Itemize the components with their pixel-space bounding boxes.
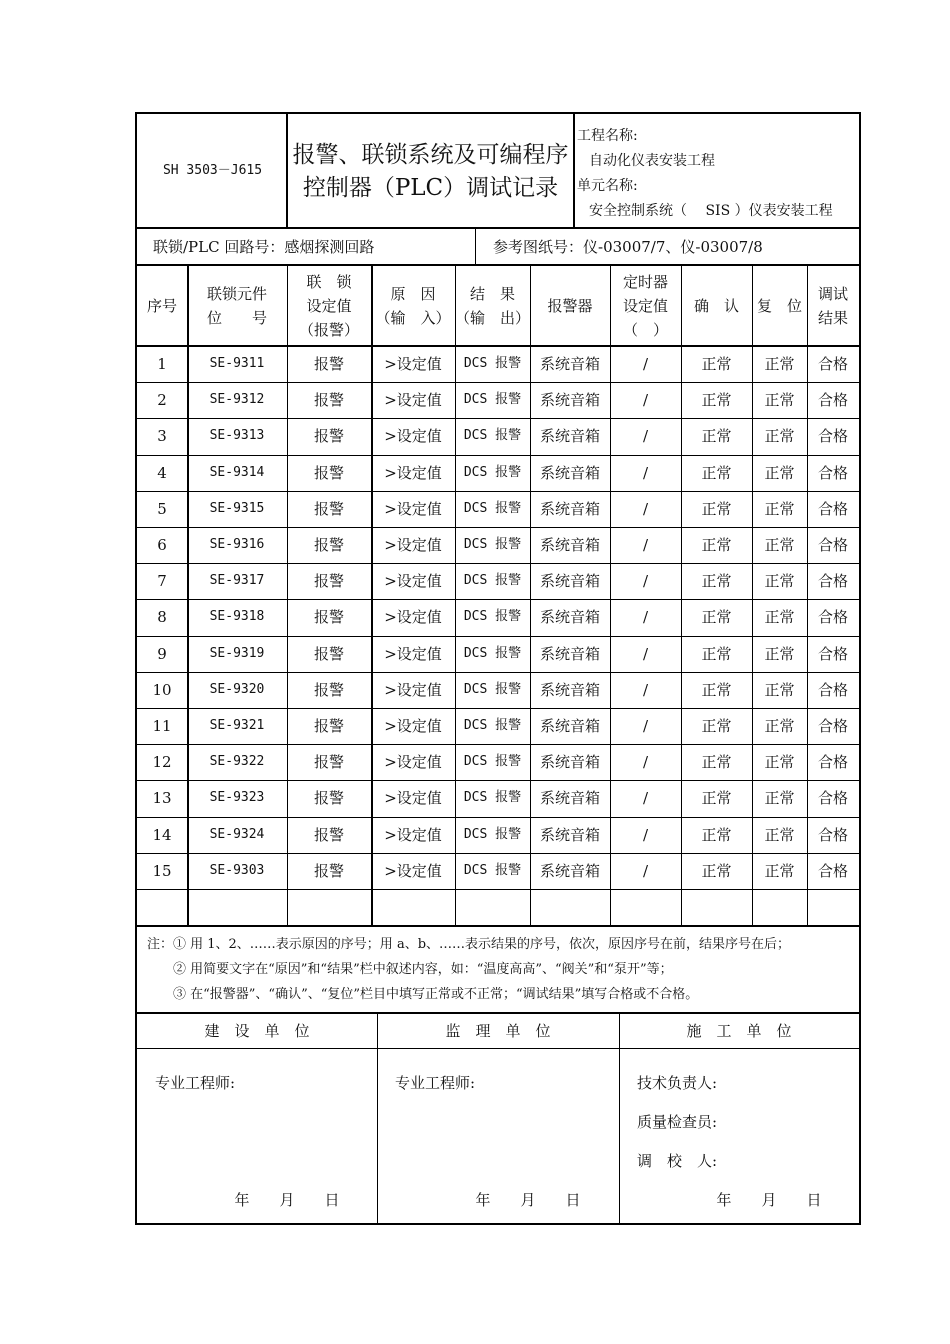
project-value: 自动化仪表安装工程 — [589, 153, 715, 169]
col-test: 调试 结果 — [817, 285, 848, 327]
row-result: DCS 报警 — [463, 609, 522, 625]
row-setting: 报警 — [313, 861, 344, 880]
row-reset: 正常 — [764, 391, 795, 410]
construction-engineer-label: 专业工程师: — [155, 1074, 236, 1092]
title-line-1: 报警、联锁系统及可编程序 — [292, 142, 569, 168]
row-test: 合格 — [817, 861, 848, 880]
row-tag: SE-9320 — [209, 681, 265, 697]
row-divider — [137, 925, 859, 927]
row-test: 合格 — [817, 608, 848, 627]
row-result: DCS 报警 — [463, 392, 522, 408]
row-tag: SE-9312 — [209, 392, 265, 408]
row-confirm: 正常 — [701, 536, 732, 555]
row-result: DCS 报警 — [463, 500, 522, 516]
divider — [475, 229, 476, 265]
row-seq: 6 — [157, 536, 167, 555]
row-tag: SE-9314 — [209, 464, 265, 480]
row-setting: 报警 — [313, 427, 344, 446]
row-tag: SE-9311 — [209, 356, 265, 372]
row-tag: SE-9303 — [209, 862, 265, 878]
row-cause: >设定值 — [384, 644, 442, 663]
row-timer: / — [642, 717, 649, 736]
col-timer: 定时器 设定值 （ ） — [622, 273, 668, 339]
row-alarm: 系统音箱 — [539, 463, 600, 482]
row-reset: 正常 — [764, 680, 795, 699]
row-tag: SE-9313 — [209, 428, 265, 444]
construction-date: 年 月 日 — [234, 1191, 340, 1209]
col-confirm: 确 认 — [693, 297, 739, 315]
row-seq: 1 — [157, 355, 167, 374]
row-cause: >设定值 — [384, 463, 442, 482]
row-test: 合格 — [817, 536, 848, 555]
row-cause: >设定值 — [384, 825, 442, 844]
row-result: DCS 报警 — [463, 681, 522, 697]
row-alarm: 系统音箱 — [539, 536, 600, 555]
row-result: DCS 报警 — [463, 645, 522, 661]
record-form — [135, 112, 861, 1225]
unit-label: 单元名称: — [577, 178, 638, 194]
row-result: DCS 报警 — [463, 718, 522, 734]
row-seq: 15 — [152, 861, 172, 880]
project-label: 工程名称: — [577, 128, 638, 144]
col-element: 联锁元件 位 号 — [206, 285, 267, 327]
row-setting: 报警 — [313, 355, 344, 374]
row-result: DCS 报警 — [463, 754, 522, 770]
row-confirm: 正常 — [701, 825, 732, 844]
row-timer: / — [642, 355, 649, 374]
row-seq: 14 — [152, 825, 172, 844]
row-timer: / — [642, 680, 649, 699]
row-alarm: 系统音箱 — [539, 789, 600, 808]
row-alarm: 系统音箱 — [539, 572, 600, 591]
row-seq: 3 — [157, 427, 167, 446]
row-setting: 报警 — [313, 789, 344, 808]
row-tag: SE-9324 — [209, 826, 265, 842]
row-reset: 正常 — [764, 355, 795, 374]
contractor-date: 年 月 日 — [716, 1191, 822, 1209]
row-confirm: 正常 — [701, 680, 732, 699]
row-seq: 12 — [152, 753, 172, 772]
row-alarm: 系统音箱 — [539, 391, 600, 410]
row-reset: 正常 — [764, 608, 795, 627]
col-setting: 联 锁 设定值 （报警） — [298, 273, 359, 339]
row-timer: / — [642, 427, 649, 446]
row-alarm: 系统音箱 — [539, 499, 600, 518]
form-title — [288, 122, 573, 222]
row-result: DCS 报警 — [463, 790, 522, 806]
note-line-2: ② 用简要文字在“原因”和“结果”栏中叙述内容，如：“温度高高”、“阀关”和“泵开”等； — [173, 962, 673, 977]
row-confirm: 正常 — [701, 499, 732, 518]
row-seq: 8 — [157, 608, 167, 627]
row-cause: >设定值 — [384, 427, 442, 446]
note-line-1: 注：① 用 1、2、……表示原因的序号；用 a、b、……表示结果的序号，依次，原因序号在前，结果序号在后； — [147, 937, 791, 952]
row-cause: >设定值 — [384, 391, 442, 410]
row-confirm: 正常 — [701, 753, 732, 772]
unit-value: 安全控制系统（ SIS ）仪表安装工程 — [589, 203, 833, 219]
row-alarm: 系统音箱 — [539, 825, 600, 844]
row-confirm: 正常 — [701, 861, 732, 880]
divider — [137, 1048, 859, 1049]
row-result: DCS 报警 — [463, 826, 522, 842]
row-timer: / — [642, 789, 649, 808]
row-seq: 2 — [157, 391, 167, 410]
row-tag: SE-9321 — [209, 718, 265, 734]
row-result: DCS 报警 — [463, 464, 522, 480]
row-tag: SE-9315 — [209, 500, 265, 516]
note-line-3: ③ 在“报警器”、“确认”、“复位”栏目中填写正常或不正常；“调试结果”填写合格或不合格。 — [173, 987, 699, 1002]
row-test: 合格 — [817, 680, 848, 699]
row-timer: / — [642, 753, 649, 772]
row-result: DCS 报警 — [463, 573, 522, 589]
row-test: 合格 — [817, 753, 848, 772]
row-timer: / — [642, 608, 649, 627]
row-setting: 报警 — [313, 463, 344, 482]
row-reset: 正常 — [764, 825, 795, 844]
row-reset: 正常 — [764, 789, 795, 808]
row-alarm: 系统音箱 — [539, 680, 600, 699]
row-cause: >设定值 — [384, 861, 442, 880]
row-result: DCS 报警 — [463, 537, 522, 553]
row-setting: 报警 — [313, 753, 344, 772]
row-timer: / — [642, 572, 649, 591]
row-setting: 报警 — [313, 499, 344, 518]
title-line-2: 控制器（PLC）调试记录 — [302, 175, 559, 201]
row-setting: 报警 — [313, 825, 344, 844]
row-cause: >设定值 — [384, 717, 442, 736]
row-cause: >设定值 — [384, 355, 442, 374]
row-divider — [137, 889, 859, 890]
row-setting: 报警 — [313, 680, 344, 699]
col-reset: 复 位 — [756, 297, 802, 315]
row-test: 合格 — [817, 355, 848, 374]
row-confirm: 正常 — [701, 572, 732, 591]
row-cause: >设定值 — [384, 789, 442, 808]
row-setting: 报警 — [313, 572, 344, 591]
row-test: 合格 — [817, 717, 848, 736]
row-cause: >设定值 — [384, 753, 442, 772]
row-tag: SE-9322 — [209, 754, 265, 770]
row-test: 合格 — [817, 427, 848, 446]
row-cause: >设定值 — [384, 536, 442, 555]
row-reset: 正常 — [764, 717, 795, 736]
supervision-engineer-label: 专业工程师: — [395, 1074, 476, 1092]
row-test: 合格 — [817, 825, 848, 844]
row-result: DCS 报警 — [463, 862, 522, 878]
row-test: 合格 — [817, 644, 848, 663]
row-setting: 报警 — [313, 717, 344, 736]
row-seq: 13 — [152, 789, 172, 808]
row-reset: 正常 — [764, 753, 795, 772]
col-seq: 序号 — [146, 297, 177, 315]
row-seq: 7 — [157, 572, 167, 591]
row-tag: SE-9316 — [209, 537, 265, 553]
row-confirm: 正常 — [701, 427, 732, 446]
supervision-unit-header: 监 理 单 位 — [445, 1022, 551, 1040]
tech-lead-label: 技术负责人: — [637, 1074, 718, 1092]
row-alarm: 系统音箱 — [539, 427, 600, 446]
row-tag: SE-9317 — [209, 573, 265, 589]
row-alarm: 系统音箱 — [539, 717, 600, 736]
row-reset: 正常 — [764, 499, 795, 518]
row-seq: 4 — [157, 463, 167, 482]
row-tag: SE-9318 — [209, 609, 265, 625]
col-alarm: 报警器 — [547, 297, 593, 315]
row-seq: 5 — [157, 499, 167, 518]
row-confirm: 正常 — [701, 644, 732, 663]
row-setting: 报警 — [313, 536, 344, 555]
row-reset: 正常 — [764, 463, 795, 482]
row-cause: >设定值 — [384, 680, 442, 699]
calibrator-label: 调 校 人: — [637, 1152, 718, 1170]
row-test: 合格 — [817, 463, 848, 482]
row-alarm: 系统音箱 — [539, 861, 600, 880]
row-confirm: 正常 — [701, 391, 732, 410]
row-timer: / — [642, 463, 649, 482]
supervision-date: 年 月 日 — [475, 1191, 581, 1209]
row-confirm: 正常 — [701, 789, 732, 808]
col-cause: 原 因 （输 入） — [375, 285, 451, 327]
row-seq: 9 — [157, 644, 167, 663]
row-test: 合格 — [817, 789, 848, 808]
row-timer: / — [642, 644, 649, 663]
row-alarm: 系统音箱 — [539, 608, 600, 627]
row-result: DCS 报警 — [463, 356, 522, 372]
contractor-unit-header: 施 工 单 位 — [686, 1022, 792, 1040]
drawing-number: 参考图纸号：仪-03007/7、仪-03007/8 — [493, 238, 763, 256]
row-timer: / — [642, 536, 649, 555]
col-result: 结 果 （输 出） — [455, 285, 531, 327]
row-reset: 正常 — [764, 572, 795, 591]
row-confirm: 正常 — [701, 717, 732, 736]
row-alarm: 系统音箱 — [539, 355, 600, 374]
row-confirm: 正常 — [701, 608, 732, 627]
row-seq: 11 — [152, 717, 172, 736]
row-result: DCS 报警 — [463, 428, 522, 444]
quality-inspector-label: 质量检查员: — [637, 1113, 718, 1131]
row-alarm: 系统音箱 — [539, 753, 600, 772]
form-code: SH 3503－J615 — [162, 162, 263, 178]
row-timer: / — [642, 861, 649, 880]
row-timer: / — [642, 391, 649, 410]
row-reset: 正常 — [764, 536, 795, 555]
row-reset: 正常 — [764, 644, 795, 663]
row-setting: 报警 — [313, 608, 344, 627]
row-confirm: 正常 — [701, 463, 732, 482]
row-confirm: 正常 — [701, 355, 732, 374]
row-setting: 报警 — [313, 391, 344, 410]
row-timer: / — [642, 499, 649, 518]
row-cause: >设定值 — [384, 608, 442, 627]
row-setting: 报警 — [313, 644, 344, 663]
row-reset: 正常 — [764, 427, 795, 446]
row-reset: 正常 — [764, 861, 795, 880]
row-tag: SE-9319 — [209, 645, 265, 661]
row-tag: SE-9323 — [209, 790, 265, 806]
row-cause: >设定值 — [384, 572, 442, 591]
divider — [573, 114, 575, 227]
row-test: 合格 — [817, 391, 848, 410]
row-timer: / — [642, 825, 649, 844]
row-cause: >设定值 — [384, 499, 442, 518]
row-alarm: 系统音箱 — [539, 644, 600, 663]
loop-number: 联锁/PLC 回路号：感烟探测回路 — [153, 238, 375, 256]
construction-unit-header: 建 设 单 位 — [204, 1022, 310, 1040]
row-seq: 10 — [152, 680, 172, 699]
row-test: 合格 — [817, 499, 848, 518]
row-test: 合格 — [817, 572, 848, 591]
